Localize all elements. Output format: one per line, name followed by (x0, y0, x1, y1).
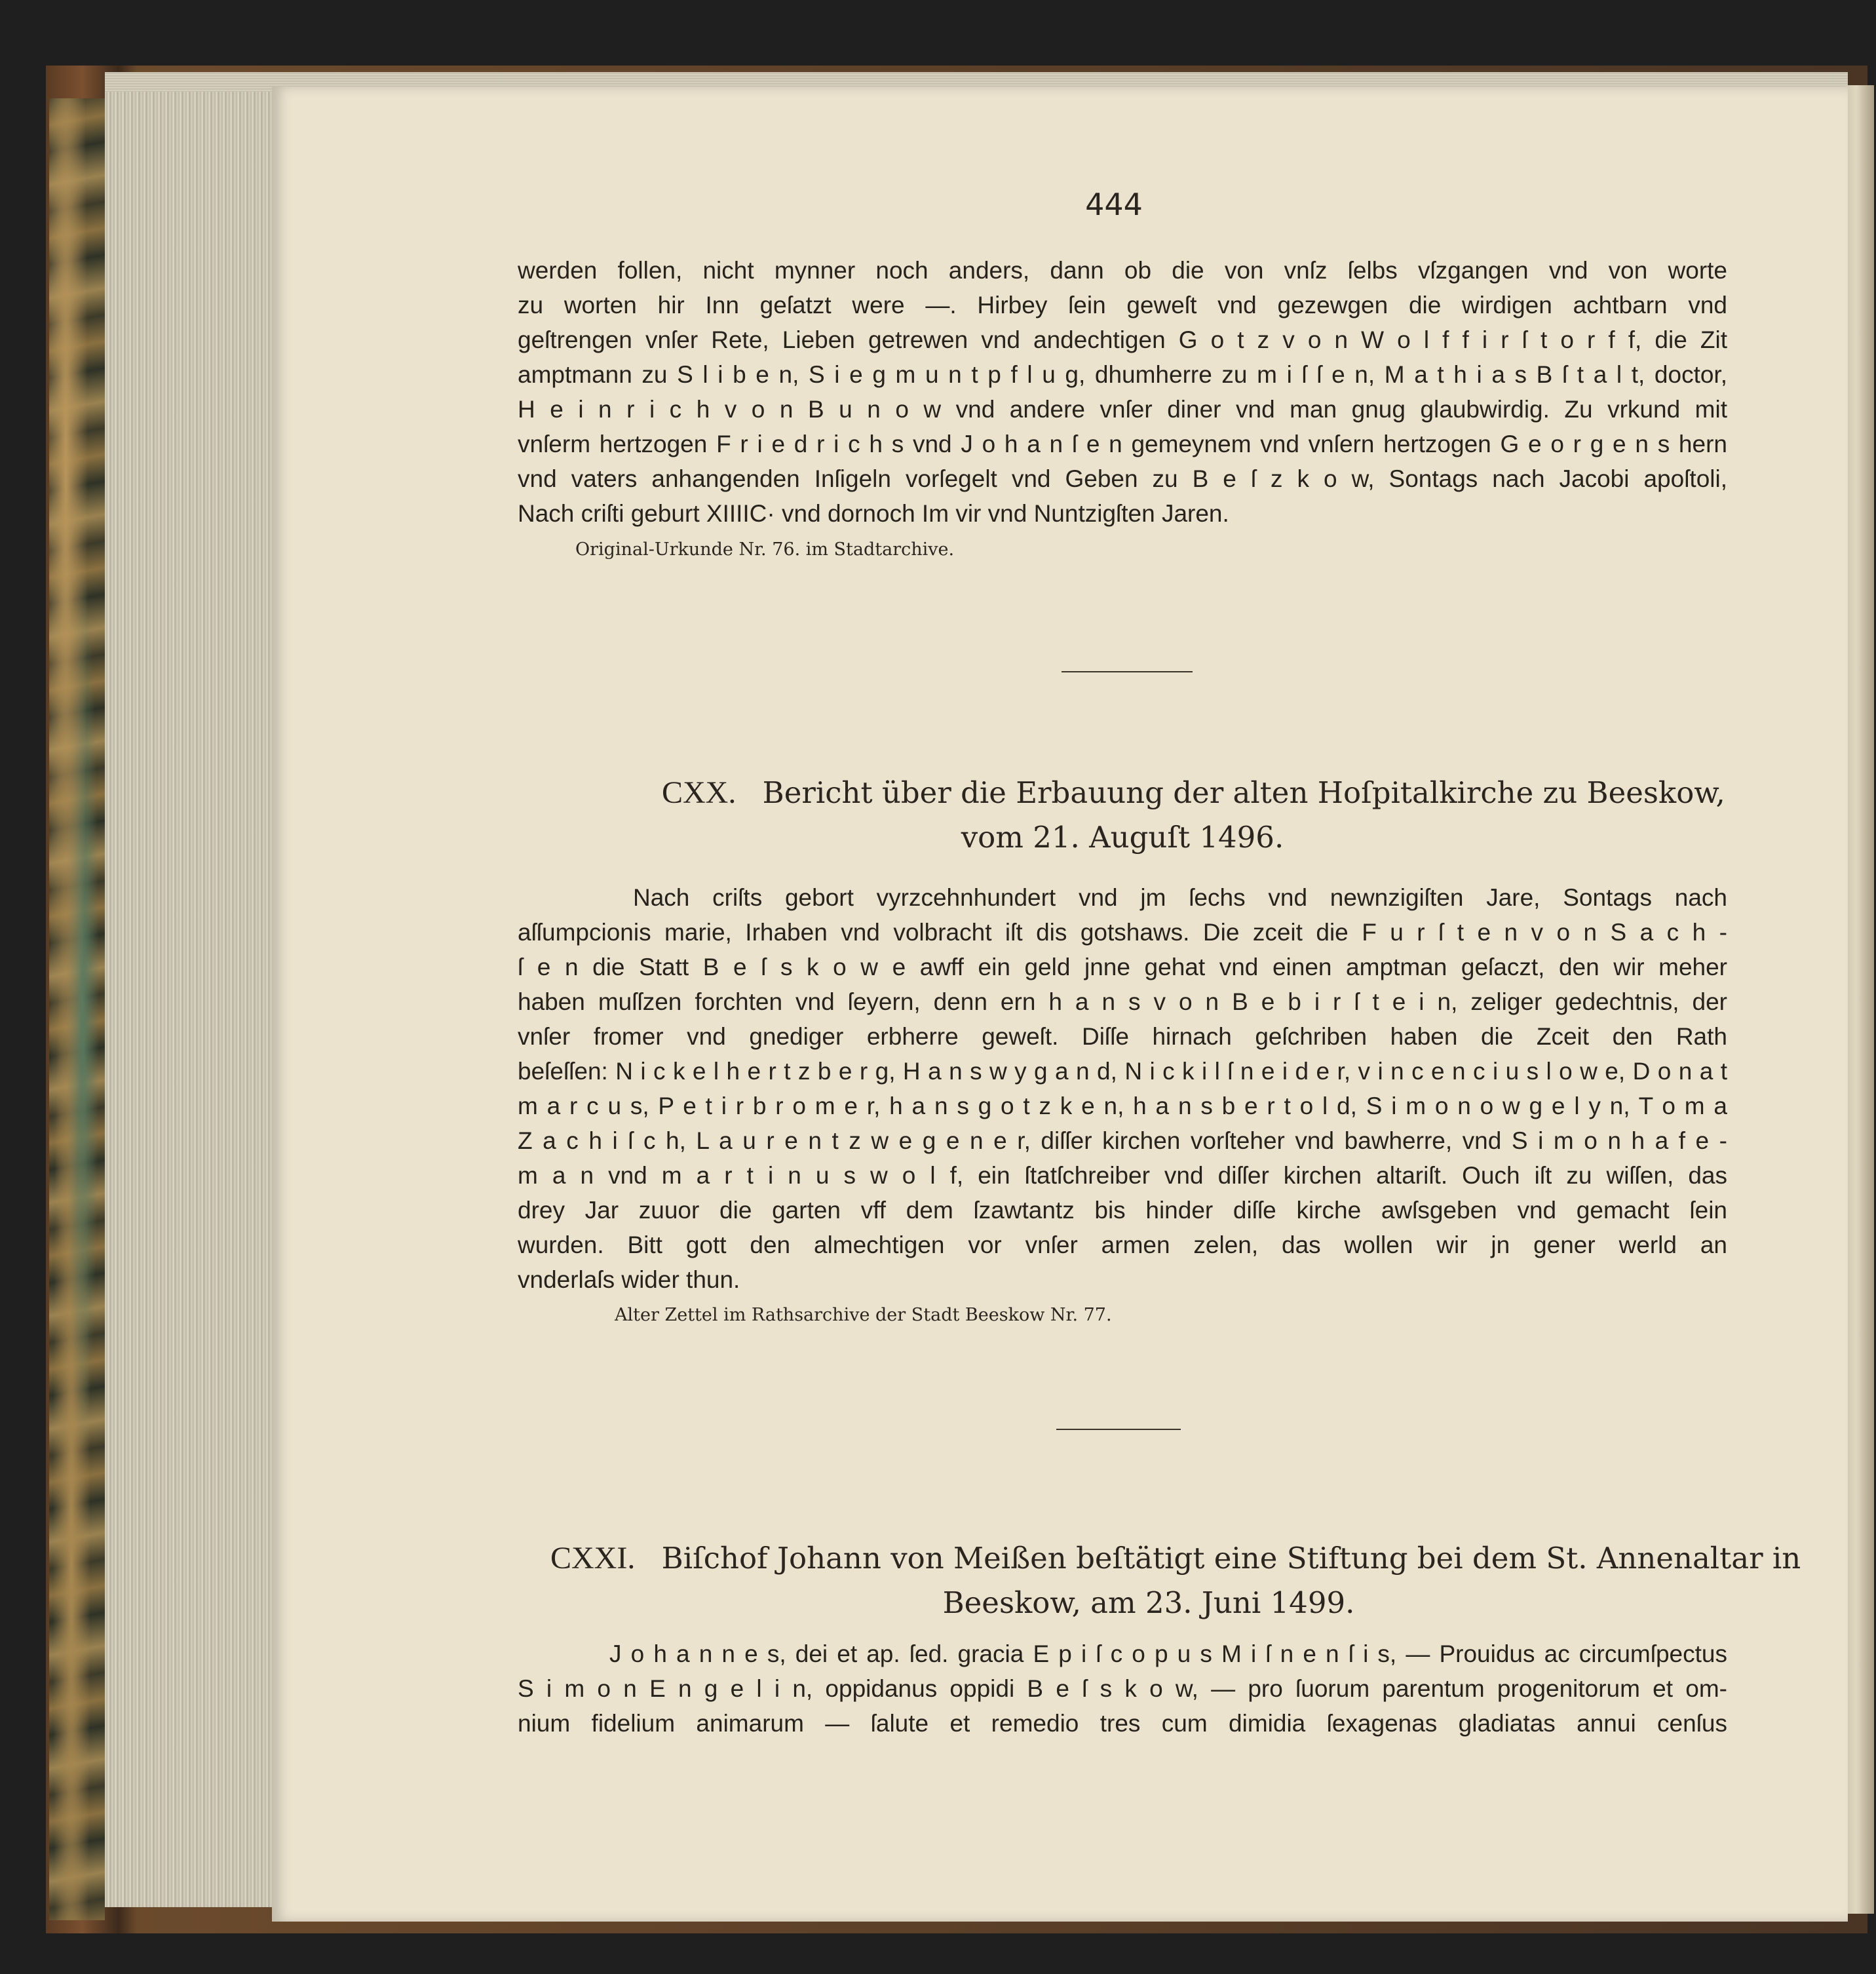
text-line: vnd vaters anhangenden Inſigeln vorſegelt vnd Geben zu B e ſ z k o w, Sontags nach Jacobi apoſtoli, (518, 465, 1727, 492)
text-line: H e i n r i c h v o n B u n o w vnd andere vnſer diner vnd man gnug glaubwirdig. Zu vrkund mit (518, 396, 1727, 423)
section-title: Biſchof Johann von Meißen beſtätigt eine Stiftung bei dem St. Annenaltar in (661, 1541, 1801, 1576)
continuation-text (518, 253, 1727, 531)
section-heading-cxxi (518, 1538, 1801, 1624)
text-line: Z a c h i ſ c h, L a u r e n t z w e g e n e r, diſſer kirchen vorſteher vnd bawherre, vnd S i m o n h a f e - (518, 1127, 1727, 1154)
section-title: Bericht über die Erbauung der alten Hoſpitalkirche zu Beeskow, (762, 775, 1725, 810)
section-number: CXXI. (550, 1541, 636, 1576)
text-line: beſeſſen: N i c k e l h e r t z b e r g, H a n s w y g a n d, N i c k i l ſ n e i d e r, v i n c e n c i u s l o w e, D o n a t (518, 1058, 1727, 1085)
text-line: vnderlaſs wider thun. (518, 1266, 740, 1293)
source-note: Alter Zettel im Rathsarchive der Stadt Beeskow Nr. 77. (615, 1305, 1112, 1325)
text-line: Nach criſts gebort vyrzcehnhundert vnd jm ſechs vnd newnzigiſten Jare, Sontags nach (633, 884, 1727, 911)
text-line: ſ e n die Statt B e ſ s k o w e awff ein geld jnne gehat vnd einen amptman geſaczt, den wir meher (518, 954, 1727, 980)
text-line: drey Jar zuuor die garten vff dem ſzawtantz bis hinder diſſe kirche awſsgeben vnd gemacht ſein (518, 1197, 1727, 1224)
marbled-board (49, 98, 105, 1920)
section-cxxi-text (518, 1636, 1727, 1741)
section-number: CXX. (662, 775, 737, 810)
section-heading-cxx (518, 772, 1727, 859)
text-line: vnſer fromer vnd gnediger erbherre geweſt. Diſſe hirnach geſchriben haben die Zceit den Rath (518, 1023, 1727, 1050)
text-line: amptmann zu S l i b e n, S i e g m u n t p f l u g, dhumherre zu m i ſ ſ e n, M a t h i a s B ſ t a l t, doctor, (518, 361, 1727, 388)
text-line: J o h a n n e s, dei et ap. ſed. gracia E p i ſ c o p u s M i ſ n e n ſ i s, — Prouidus ac circumſpectus (609, 1640, 1727, 1667)
text-line: geſtrengen vnſer Rete, Lieben getrewen vnd andechtigen G o t z v o n W o l f f i r ſ t o r f f, die Zit (518, 326, 1727, 353)
section-divider (1062, 671, 1193, 672)
section-date: Beeskow, am 23. Juni 1499. (942, 1585, 1355, 1620)
facing-page-edge (1845, 85, 1874, 1914)
page-edges-left (105, 92, 275, 1907)
section-cxx-text (518, 880, 1727, 1297)
text-line: wurden. Bitt gott den almechtigen vor vnſer armen zelen, das wollen wir jn gener werld an (518, 1231, 1727, 1258)
source-note: Original-Urkunde Nr. 76. im Stadtarchive. (575, 539, 955, 560)
text-line: m a r c u s, P e t i r b r o m e r, h a n s g o t z k e n, h a n s b e r t o l d, S i m o n o w g e l y n, T o m a (518, 1093, 1727, 1119)
text-line: m a n vnd m a r t i n u s w o l f, ein ſtatſchreiber vnd diſſer kirchen altariſt. Ouch iſt zu wiſſen, das (518, 1162, 1727, 1189)
text-line: vnſerm hertzogen F r i e d r i c h s vnd J o h a n ſ e n gemeynem vnd vnſern hertzogen G e o r g e n s hern (518, 431, 1727, 457)
text-line: nium fidelium animarum — ſalute et remedio tres cum dimidia ſexagenas gladiatas annui cenſus (518, 1710, 1727, 1737)
section-divider (1056, 1429, 1181, 1430)
text-line: zu worten hir Inn geſatzt were —. Hirbey ſein geweſt vnd gezewgen die wirdigen achtbarn vnd (518, 292, 1727, 319)
section-date: vom 21. Auguſt 1496. (961, 820, 1284, 855)
text-line: Nach criſti geburt XIIIIC· vnd dornoch Im vir vnd Nuntzigſten Jaren. (518, 500, 1229, 527)
text-line: haben muſſzen forchten vnd ſeyern, denn ern h a n s v o n B e b i r ſ t e i n, zeliger gedechtnis, der (518, 988, 1727, 1015)
text-line: aſſumpcionis marie, Irhaben vnd volbracht iſt dis gotshaws. Die zceit die F u r ſ t e n v o n S a c h - (518, 919, 1727, 946)
page-number: 444 (1085, 187, 1143, 222)
text-line: werden follen, nicht mynner noch anders, dann ob die von vnſz ſelbs vſzgangen vnd von worte (518, 257, 1727, 284)
text-line: S i m o n E n g e l i n, oppidanus oppidi B e ſ s k o w, — pro ſuorum parentum progenitorum et om- (518, 1675, 1727, 1702)
